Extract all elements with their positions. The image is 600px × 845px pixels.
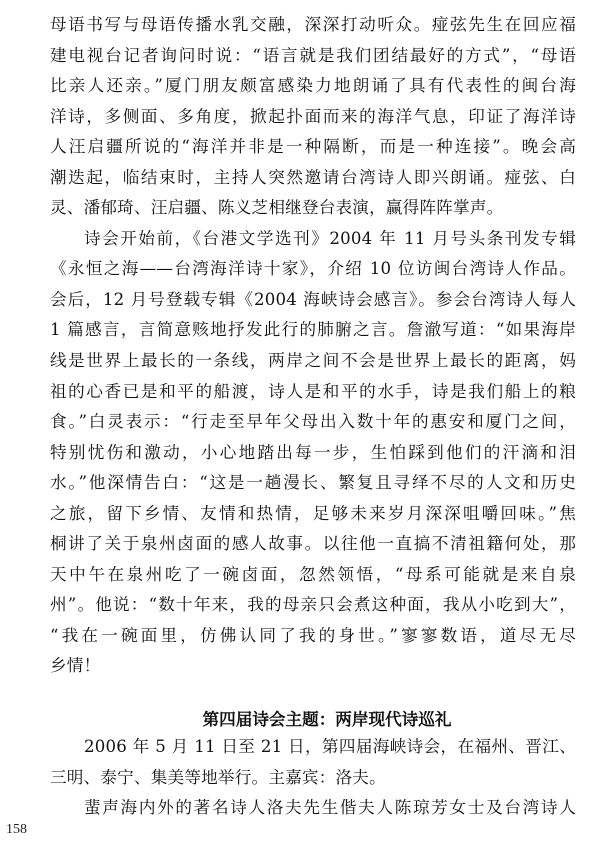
text-line: 之旅，留下乡情、友情和热情，足够未来岁月深深咀嚼回味。”焦 [50, 503, 576, 523]
text-line: “我在一碗面里，仿佛认同了我的身世。”寥寥数语，道尽无尽 [50, 625, 576, 645]
text-line: 会后，12 月号登载专辑《2004 海峡诗会感言》。参会台湾诗人每人 [50, 289, 576, 309]
text-line: 1 篇感言，言简意赅地抒发此行的肺腑之言。詹澈写道：“如果海岸 [50, 320, 576, 340]
text-line: 比亲人还亲。”厦门朋友颇富感染力地朗诵了具有代表性的闽台海 [50, 76, 576, 96]
text-line: 诗会开始前，《台港文学选刊》2004 年 11 月号头条刊发专辑 [84, 228, 576, 248]
paragraph-3 [50, 732, 576, 793]
text-line: 特别忧伤和激动，小心地踏出每一步，生怕踩到他们的汗滴和泪 [50, 442, 576, 462]
text-line: 祖的心香已是和平的船渡，诗人是和平的水手，诗是我们船上的粮 [50, 381, 576, 401]
text-line: 水。”他深情告白：“这是一趟漫长、繁复且寻绎不尽的人文和历史 [50, 473, 576, 493]
text-line: 桐讲了关于泉州卤面的感人故事。以往他一直搞不清祖籍何处，那 [50, 534, 576, 554]
text-line: 三明、泰宁、集美等地举行。主嘉宾：洛夫。 [50, 767, 386, 787]
text-line: 人汪启疆所说的“海洋并非是一种隔断，而是一种连接”。晚会高 [50, 137, 576, 157]
paragraph-1 [50, 10, 576, 224]
text-line: 州”。他说：“数十年来，我的母亲只会煮这种面，我从小吃到大”， [50, 595, 576, 615]
text-line: 洋诗，多侧面、多角度，掀起扑面而来的海洋气息，印证了海洋诗 [50, 106, 576, 126]
text-line: 《永恒之海——台湾海洋诗十家》，介绍 10 位访闽台湾诗人作品。 [50, 259, 576, 279]
text-line: 乡情！ [50, 656, 101, 676]
paragraph-4 [50, 793, 576, 824]
text-line: 蜚声海内外的著名诗人洛夫先生偕夫人陈琼芳女士及台湾诗人 [84, 798, 576, 818]
section-heading: 第四届诗会主题：两岸现代诗巡礼 [202, 709, 452, 730]
page-number: 158 [6, 822, 27, 837]
text-line: 建电视台记者询问时说：“语言就是我们团结最好的方式”，“母语 [50, 45, 576, 65]
text-line: 母语书写与母语传播水乳交融，深深打动听众。痖弦先生在回应福 [50, 15, 576, 34]
body-text [50, 10, 576, 824]
section-spacer [50, 682, 576, 694]
text-line: 2006 年 5 月 11 日至 21 日，第四届海峡诗会，在福州、晋江、 [84, 737, 576, 757]
text-line: 天中午在泉州吃了一碗卤面，忽然领悟，“母系可能就是来自泉 [50, 564, 576, 584]
text-line: 潮迭起，临结束时，主持人突然邀请台湾诗人即兴朗诵。痖弦、白 [50, 167, 576, 187]
paragraph-2 [50, 224, 576, 682]
text-line: 食。”白灵表示：“行走至早年父母出入数十年的惠安和厦门之间， [50, 412, 576, 432]
text-line: 线是世界上最长的一条线，两岸之间不会是世界上最长的距离，妈 [50, 351, 576, 371]
text-line: 灵、潘郁琦、汪启疆、陈义芝相继登台表演，赢得阵阵掌声。 [50, 198, 504, 218]
